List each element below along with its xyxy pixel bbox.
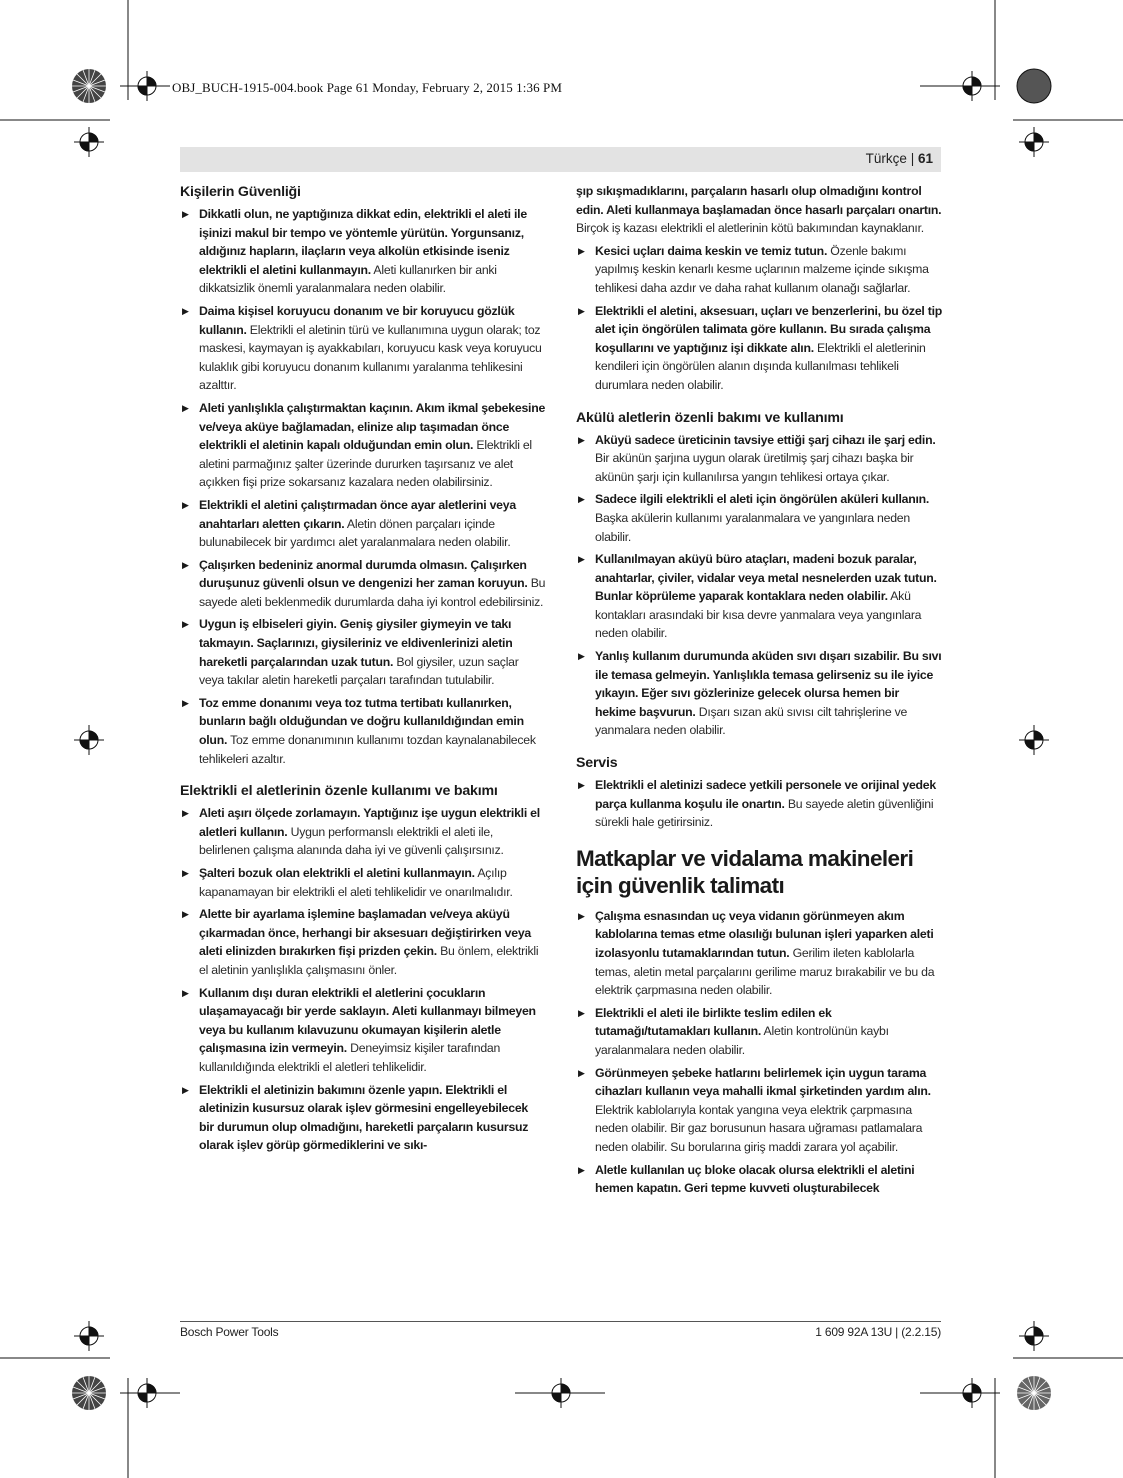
starburst-mark-icon <box>72 69 106 103</box>
list-item: ▶ Sadece ilgili elektrikli el aleti için öngörülen aküleri kullanın. Başka akülerin kullanımı yaralanmalara ve yangınlara neden olabilir. <box>576 490 942 546</box>
list-item: ▶ Aleti yanlışlıkla çalıştırmaktan kaçının. Akım ikmal şebekesine ve/veya aküye bağlamadan, elinize alıp taşımadan önce elektrikli el aletinin kapalı olduğundan emin olun. Elektrikli el aletini parmağınız şalter üzerinde dururken taşırsanız ve alet açıkken fişi prize sokarsanız kazalara neden olabilirsiniz. <box>180 399 546 492</box>
list-item: ▶ Aletle kullanılan uç bloke olacak olursa elektrikli el aletini hemen kapatın. Geri tepme kuvveti oluşturabilecek <box>576 1161 942 1198</box>
section-title: Kişilerin Güvenliği <box>180 184 301 200</box>
bullet-list <box>576 907 942 1198</box>
registration-mark-icon <box>74 725 104 755</box>
left-column <box>180 182 546 1168</box>
list-item: ▶ Kesici uçları daima keskin ve temiz tutun. Özenle bakımı yapılmış keskin kenarlı kesme uçlarının malzeme içinde sıkışma tehlikesi daha azdır ve daha rahat kullanım olanağı sağlarlar. <box>576 242 942 298</box>
list-item: ▶ Kullanım dışı duran elektrikli el aletlerini çocukların ulaşamayacağı bir yerde saklayın. Aleti kullanmayı bilmeyen veya bu kullanım kılavuzunu okumayan kişilerin aletle çalışmasına izin vermeyin. Deneyimsiz kişiler tarafından kullanıldığında elektrikli el aletleri tehlikelidir. <box>180 984 546 1077</box>
list-item: ▶ Kullanılmayan aküyü büro ataçları, madeni bozuk paralar, anahtarlar, çiviler, vidalar veya metal nesnelerden uzak tutun. Bunlar köprüleme yaparak kontaklara neden olabilir. Akü kontakları arasındaki bir kısa devre yanmalara veya yangınlara neden olabilir. <box>576 550 942 643</box>
list-item: ▶ Çalışma esnasından uç veya vidanın görünmeyen akım kablolarına temas etme olasılığı bulunan işleri yaparken aleti izolasyonlu tutamaklarından tutun. Gerilim ileten kablolarla temas, aletin metal parçalarını gerilime maruz bırakabilir ve bu da elektrik çarpmasına neden olabilir. <box>576 907 942 1000</box>
list-item: ▶ Dikkatli olun, ne yaptığınıza dikkat edin, elektrikli el aleti ile işinizi makul bir tempo ve yöntemle yürütün. Yorgunsanız, aldığınız hapların, ilaçların veya alkolün etkisinde iseniz elektrikli el aletini kullanmayın. Aleti kullanırken bir anki dikkatsizlik önemli yaralanmalara neden olabilir. <box>180 205 546 298</box>
gray-control-mark-icon <box>1017 69 1051 103</box>
section-title: Akülü aletlerin özenli bakımı ve kullanımı <box>576 409 844 426</box>
list-item: ▶ Çalışırken bedeniniz anormal durumda olmasın. Çalışırken duruşunuz güvenli olsun ve dengenizi her zaman koruyun. Bu sayede aleti beklenmedik durumlarda daha iyi kontrol edebilirsiniz. <box>180 556 546 612</box>
header-text <box>866 151 933 166</box>
header-language: Türkçe <box>865 151 907 166</box>
list-item: ▶ Uygun iş elbiseleri giyin. Geniş giysiler giymeyin ve takı takmayın. Saçlarınızı, giysileriniz ve eldivenlerinizi aletin hareketli parçalarından uzak tutun. Bol giysiler, uzun saçlar veya takılar aletin hareketli parçaları tarafından tutulabilir. <box>180 615 546 689</box>
registration-mark-icon <box>957 1378 987 1408</box>
bullet-list <box>180 205 546 768</box>
bullet-list <box>576 242 942 395</box>
list-item: ▶ Daima kişisel koruyucu donanım ve bir koruyucu gözlük kullanın. Elektrikli el aletinin türü ve kullanımına uygun olarak; toz maskesi, kaymayan iş ayakkabıları, koruyucu kask veya koruyucu kulaklık gibi koruyucu donanım kullanımı yaralanma tehlikesini azalttır. <box>180 302 546 395</box>
registration-mark-icon <box>1019 127 1049 157</box>
footer-rule <box>180 1321 941 1322</box>
registration-mark-icon <box>957 71 987 101</box>
list-item: ▶ Görünmeyen şebeke hatlarını belirlemek için uygun tarama cihazları kullanın veya mahalli ikmal şirketinden yardım alın. Elektrik kablolarıyla kontak yangına veya elektrik çarpmasına neden olabilir. Bir gaz borusunun hasara uğraması patlamalara neden olabilir. Su borularına giriş maddi zarara yol açabilir. <box>576 1064 942 1157</box>
registration-mark-icon <box>1019 1321 1049 1351</box>
registration-mark-icon <box>132 71 162 101</box>
continued-paragraph: şıp sıkışmadıklarını, parçaların hasarlı olup olmadığını kontrol edin. Aleti kullanmaya başlamadan önce hasarlı parçaları onartın. Birçok iş kazası elektrikli el aletlerinin kötü bakımından kaynaklanır. <box>576 184 942 236</box>
registration-mark-icon <box>132 1378 162 1408</box>
list-item: ▶ Alette bir ayarlama işlemine başlamadan ve/veya aküyü çıkarmadan önce, herhangi bir aksesuarı değiştirirken veya aleti elinizden bırakırken fişi prizden çekin. Bu önlem, elektrikli el aletinin yanlışlıkla çalışmasını önler. <box>180 905 546 979</box>
list-item: ▶ Elektrikli el aletinizi sadece yetkili personele ve orijinal yedek parça kullanma koşulu ile onartın. Bu sayede aletin güvenliğini sürekli hale getirirsiniz. <box>576 776 942 832</box>
registration-mark-icon <box>1019 725 1049 755</box>
list-item: ▶ Toz emme donanımı veya toz tutma tertibatı kullanırken, bunların bağlı olduğundan ve doğru kullanıldığından emin olun. Toz emme donanımının kullanımı tozdan kaynalanabilecek tehlikeleri azaltır. <box>180 694 546 768</box>
section-title: Servis <box>576 755 618 772</box>
bullet-list <box>180 804 546 1155</box>
list-item: ▶ Elektrikli el aletini, aksesuarı, uçları ve benzerlerini, bu özel tip alet için öngörülen talimata göre kullanın. Bu sırada çalışma koşullarını ve yaptığınız işi dikkate alın. Elektrikli el aletlerinin kendileri için öngörülen alanın dışında kullanılması tehlikeli durumlara neden olabilir. <box>576 302 942 395</box>
list-item: ▶ Yanlış kullanım durumunda aküden sıvı dışarı sızabilir. Bu sıvı ile temasa gelmeyin. Yanlışlıkla temasa gelirseniz su ile iyice yıkayın. Eğer sıvı gözlerinize gelecek olursa hemen bir hekime başvurun. Dışarı sızan akü sıvısı cilt tahrişlerine ve yanmalara neden olabilir. <box>576 647 942 740</box>
page-header <box>180 147 941 172</box>
list-item: ▶ Aleti aşırı ölçede zorlamayın. Yaptığınız işe uygun elektrikli el aletleri kullanın. Uygun performanslı elektrikli el aleti ile, belirlenen çalışma alanında daha iyi ve güvenli çalışırsınız. <box>180 804 546 860</box>
header-separator: | <box>910 151 915 166</box>
list-item: ▶ Elektrikli el aletinizin bakımını özenle yapın. Elektrikli el aletinizin kusursuz olarak işlev görmesini engelleyebilecek bir durumun olup olmadığını, hareketli parçaların kusursuz olarak işlev görüp görmediklerini ve sıkı- <box>180 1081 546 1155</box>
list-item: ▶ Aküyü sadece üreticinin tavsiye ettiği şarj cihazı ile şarj edin. Bir akünün şarjına uygun olarak üretilmiş şarj cihazı başka bir akünün şarjı için kullanılırsa yangın tehlikesi ortaya çıkar. <box>576 431 942 487</box>
bullet-list <box>576 776 942 832</box>
starburst-mark-icon <box>72 1376 106 1410</box>
starburst-mark-icon <box>1017 1376 1051 1410</box>
registration-mark-icon <box>74 1321 104 1351</box>
registration-mark-icon <box>74 127 104 157</box>
page-number: 61 <box>917 151 933 166</box>
section-title: Elektrikli el aletlerinin özenle kullanımı ve bakımı <box>180 783 498 800</box>
list-item: ▶ Elektrikli el aleti ile birlikte teslim edilen ek tutamağı/tutamakları kullanın. Aletin kontrolünün kaybı yaralanmalara neden olabilir. <box>576 1004 942 1060</box>
footer-brand: Bosch Power Tools <box>180 1325 279 1339</box>
main-heading: Matkaplar ve vidalama makineleri için güvenlik talimatı <box>576 845 914 898</box>
printer-slug: OBJ_BUCH-1915-004.book Page 61 Monday, February 2, 2015 1:36 PM <box>172 80 563 95</box>
bullet-list <box>576 431 942 741</box>
footer-doc-number: 1 609 92A 13U | (2.2.15) <box>815 1325 941 1339</box>
right-column <box>576 182 942 1211</box>
registration-mark-icon <box>546 1378 576 1408</box>
list-item: ▶ Elektrikli el aletini çalıştırmadan önce ayar aletlerini veya anahtarları aletten çıkarın. Aletin dönen parçaları içinde bulunabilecek bir yardımcı alet yaralanmalara neden olabilir. <box>180 496 546 552</box>
list-item: ▶ Şalteri bozuk olan elektrikli el aletini kullanmayın. Açılıp kapanamayan bir elektrikli el aleti tehlikelidir ve onarılmalıdır. <box>180 864 546 901</box>
